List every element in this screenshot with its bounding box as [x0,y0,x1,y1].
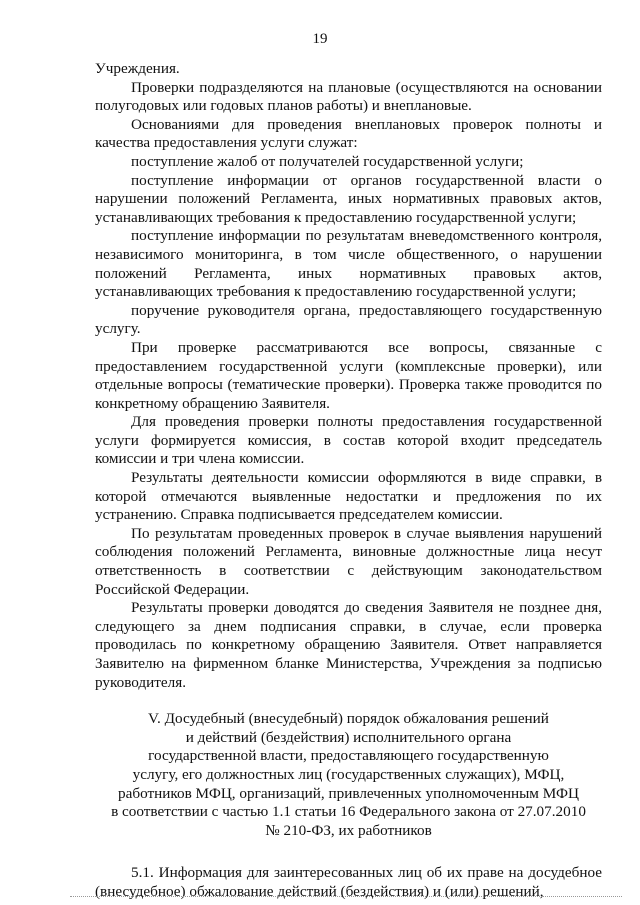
section-heading [95,710,602,840]
paragraph: поступление информации от органов государственной власти о нарушении положений Регламента, иных нормативных правовых актов, устанавливающих требования к предоставлению государственной услуги; [95,171,602,226]
section-heading-line: V. Досудебный (внесудебный) порядок обжалования решений [148,710,549,728]
paragraph: Проверки подразделяются на плановые (осуществляются на основании полугодовых или годовых планов работы) и внеплановые. [95,78,602,115]
paragraph: Результаты проверки доводятся до сведения Заявителя не позднее дня, следующего за днем подписания справки, в случае, если проверка проводилась по конкретному обращению Заявителя. Ответ направляется Заявителю на фирменном бланке Министерства, Учреждения за подписью руководителя. [95,599,602,691]
page-bottom-edge [70,896,622,897]
paragraph: Учреждения. [95,60,180,77]
paragraph: При проверке рассматриваются все вопросы, связанные с предоставлением государственной услуги (комплексные проверки), или отдельные вопросы (тематические проверки). Проверка также проводится по конкретному обращению Заявителя. [95,338,602,412]
section-heading-line: № 210-ФЗ, их работников [265,821,432,839]
section-heading-line: и действий (бездействия) исполнительного органа [185,728,512,746]
paragraph: поручение руководителя органа, предоставляющего государственную услугу. [95,301,602,338]
paragraph: Основаниями для проведения внеплановых проверок полноты и качества предоставления услуги служат: [95,115,602,152]
paragraph: поступление информации по результатам вневедомственного контроля, независимого мониторинга, в том числе общественного, о нарушении положений Регламента, иных нормативных правовых актов, устанавливающих требования к предоставлению государственной услуги; [95,227,602,301]
section-heading-line: государственной власти, предоставляющего государственную [148,747,549,765]
paragraph: Для проведения проверки полноты предоставления государственной услуги формируется комиссия, в состав которой входит председатель комиссии и три члена комиссии. [95,413,602,468]
page-number: 19 [312,31,328,47]
section-heading-line: работников МФЦ, организаций, привлеченных уполномоченным МФЦ [118,784,579,802]
paragraph: По результатам проведенных проверок в случае выявления нарушений соблюдения положений Регламента, виновные должностные лица несут ответственность в соответствии с действующим законодательством Российской Федерации. [95,524,602,598]
section-heading-line: услугу, его должностных лиц (государственных служащих), МФЦ, [132,765,565,783]
section-heading-line: в соответствии с частью 1.1 статьи 16 Федерального закона от 27.07.2010 [111,803,586,821]
paragraph: поступление жалоб от получателей государственной услуги; [131,152,524,170]
paragraph: 5.1. Информация для заинтересованных лиц об их праве на досудебное (внесудебное) обжалование действий (бездействия) и (или) решений, [95,864,602,900]
paragraph: Результаты деятельности комиссии оформляются в виде справки, в которой отмечаются выявленные недостатки и предложения по их устранению. Справка подписывается председателем комиссии. [95,469,602,524]
document-body [95,60,602,902]
